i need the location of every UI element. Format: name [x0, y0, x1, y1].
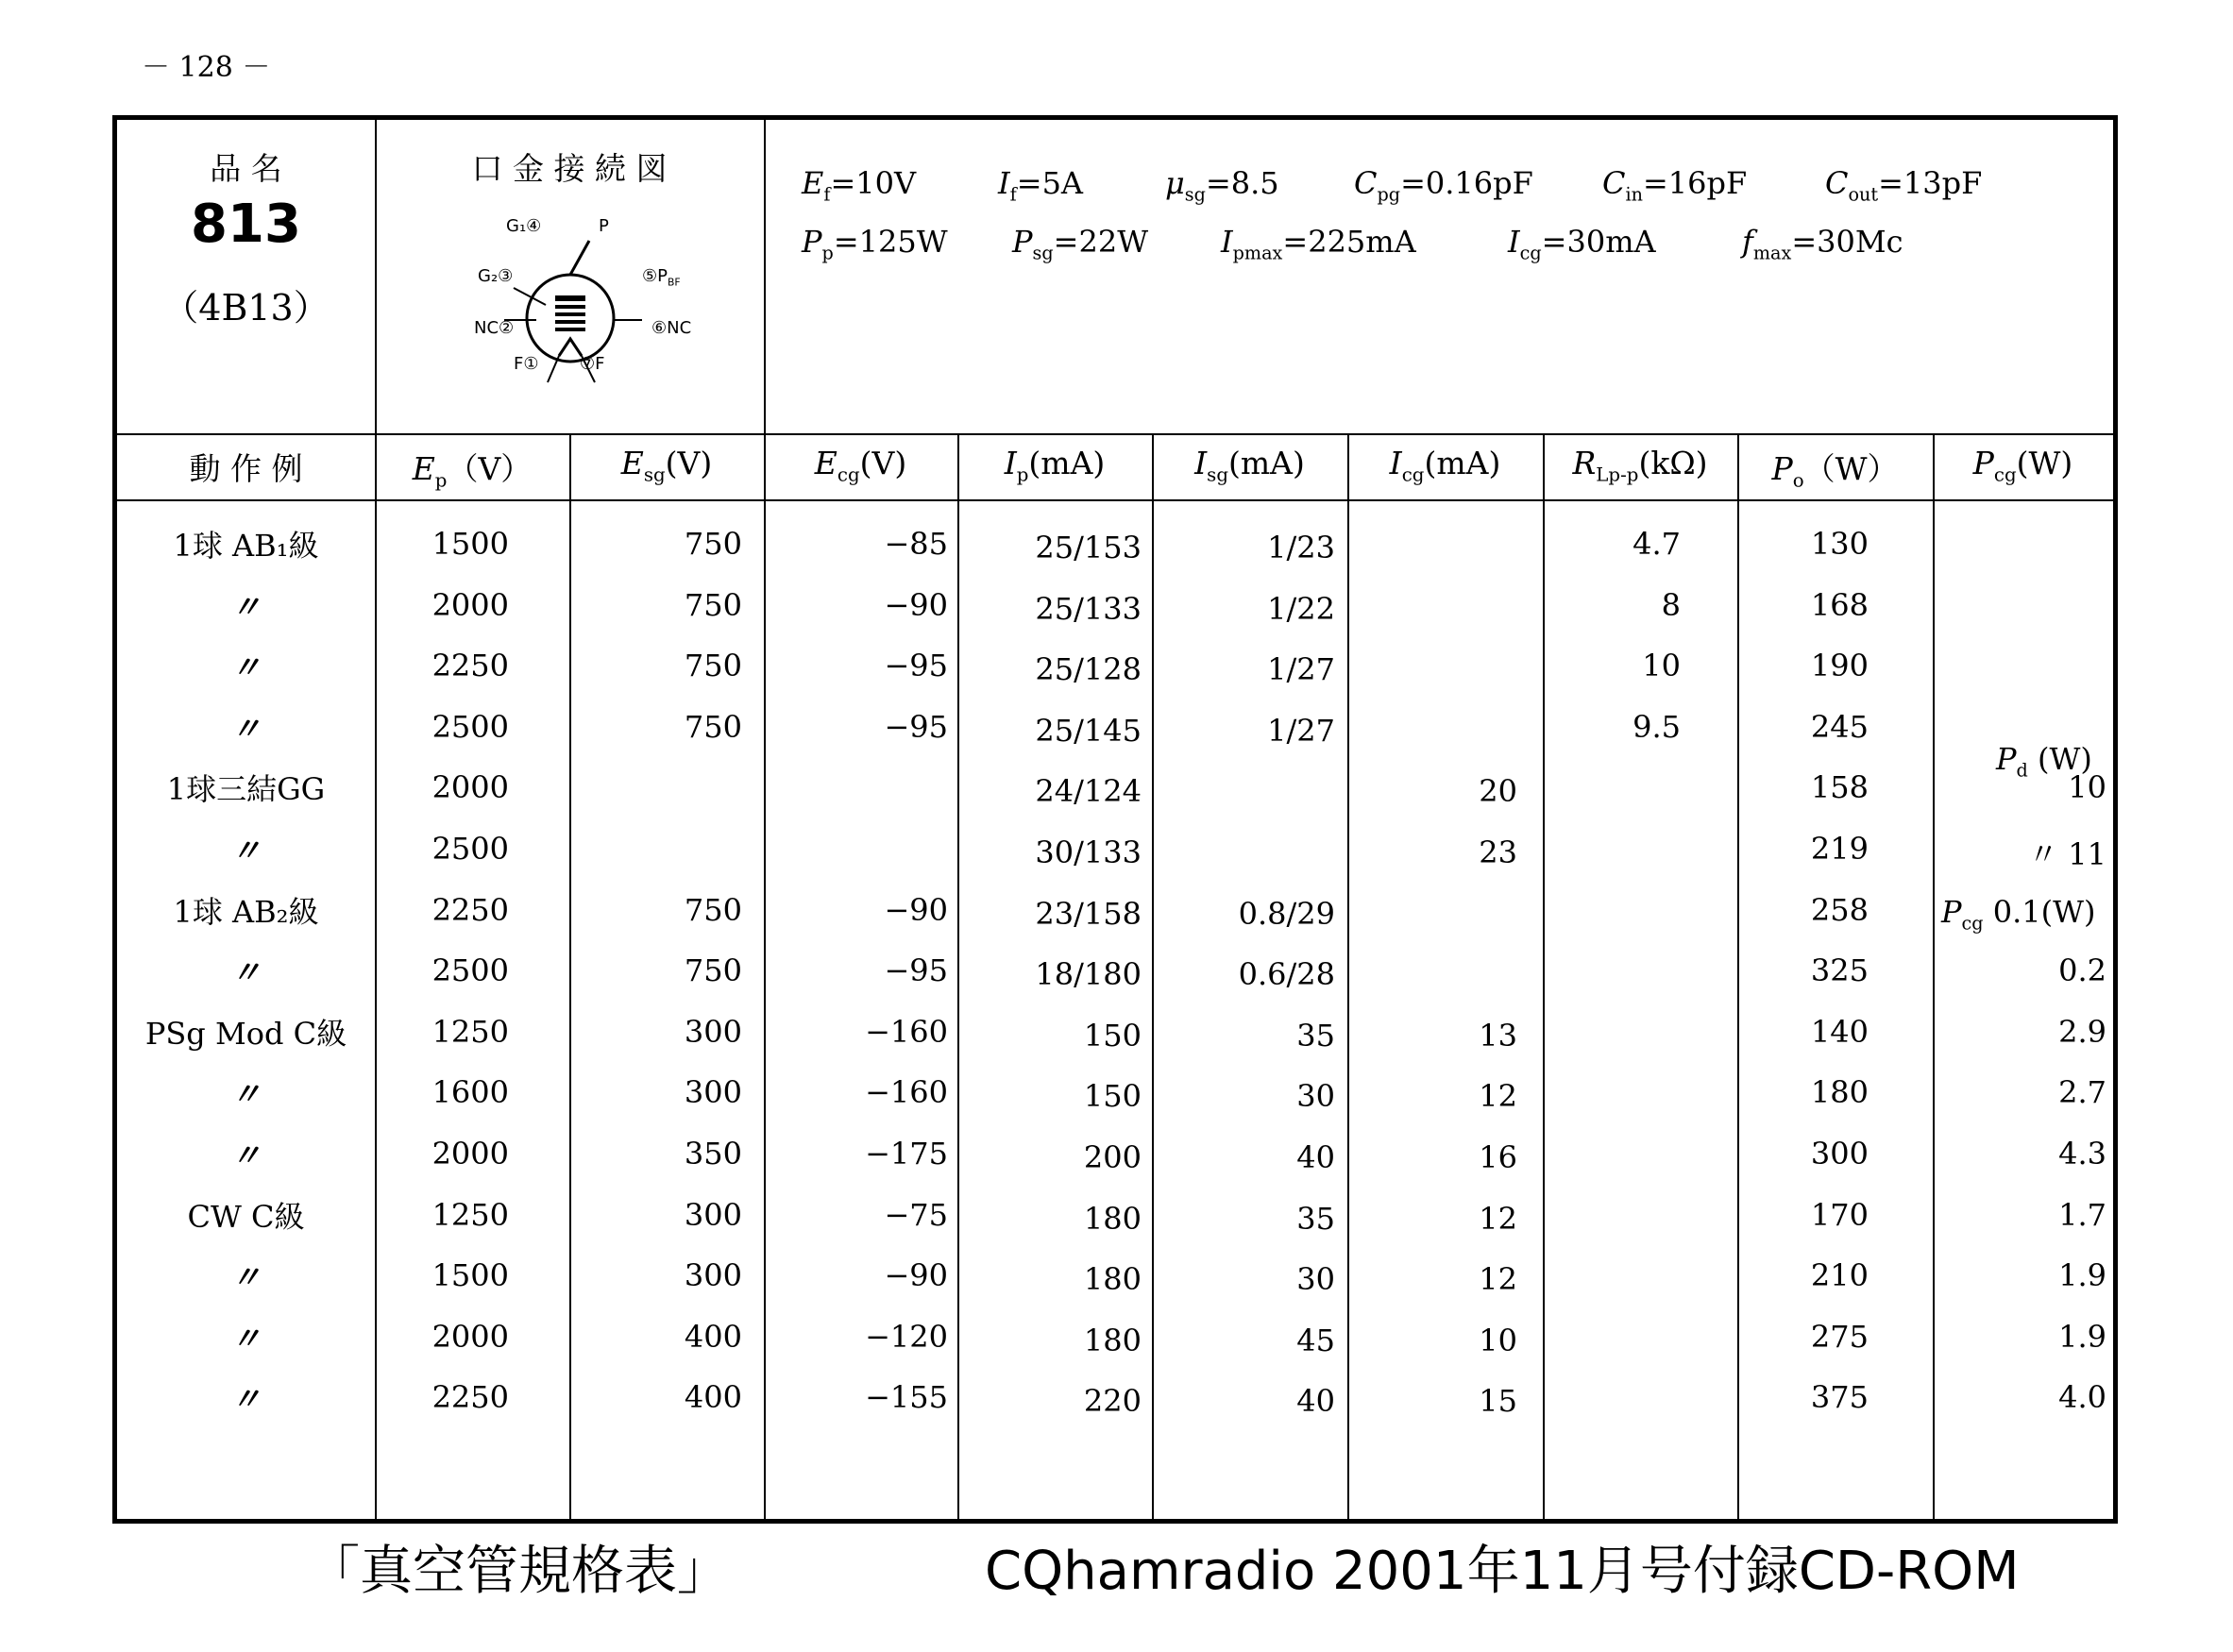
table-cell: 35 [1296, 1200, 1335, 1237]
table-cell: 0.6/28 [1238, 956, 1335, 993]
table-cell: 158 [1810, 769, 1869, 806]
table-cell: −90 [884, 891, 948, 928]
row-label: 1球 AB₁級 [173, 528, 319, 564]
table-cell: −160 [865, 1013, 948, 1050]
page-number: － 128 － [142, 51, 271, 84]
table-cell: 750 [684, 586, 742, 623]
table-cell: 400 [684, 1318, 742, 1355]
table-cell: 1500 [431, 1257, 509, 1294]
table-cell: 0.8/29 [1238, 895, 1335, 932]
pin-5-pbf [642, 266, 681, 289]
column-header-2: $E_{sg}(V)$ [620, 445, 713, 486]
row-label: 〃 [230, 588, 262, 625]
pd-note: $P_d$ (W) [1996, 741, 2092, 782]
table-cell: 168 [1810, 586, 1869, 623]
spec-table [112, 115, 2118, 1524]
rating-1: $I_f=5A$ [998, 165, 1084, 206]
table-cell: 20 [1479, 773, 1517, 810]
rating-0: $E_f=10V$ [802, 165, 917, 206]
rating-3: $C_{pg}=0.16pF$ [1354, 165, 1533, 206]
table-cell: 300 [684, 1257, 742, 1294]
table-cell: 1250 [431, 1196, 509, 1233]
table-cell: 180 [1083, 1322, 1142, 1358]
table-cell: 13 [1479, 1017, 1517, 1054]
pcg-note: $P_{cg}$ 0.1(W) [1941, 894, 2096, 935]
table-cell: 1600 [431, 1074, 509, 1111]
row-label: 〃 [230, 1259, 262, 1296]
pin-nc2: NC② [474, 318, 515, 338]
table-cell: 30/133 [1035, 834, 1142, 870]
table-cell: 400 [684, 1379, 742, 1416]
table-cell: 1250 [431, 1013, 509, 1050]
footer-right: CQhamradio 2001年11月号付録CD-ROM [985, 1541, 2020, 1602]
tube-alt-name: （4B13） [162, 287, 330, 329]
table-cell: 750 [684, 891, 742, 928]
rating2-0: $P_p=125W$ [802, 224, 948, 264]
table-cell: 1/27 [1267, 651, 1335, 688]
row-label: 〃 [230, 710, 262, 747]
table-cell: 1500 [431, 526, 509, 562]
table-cell: 30 [1296, 1078, 1335, 1115]
row-divider [117, 433, 2113, 435]
footer-left: 「真空管規格表」 [307, 1541, 730, 1602]
table-cell: 30 [1296, 1261, 1335, 1298]
table-cell: 10 [2068, 769, 2106, 806]
table-cell: 23/158 [1035, 895, 1142, 932]
rating2-1: $P_{sg}=22W$ [1012, 224, 1149, 264]
table-cell: 45 [1296, 1322, 1335, 1358]
table-cell: 170 [1810, 1196, 1869, 1233]
table-cell: 25/153 [1035, 530, 1142, 565]
table-cell: 0.2 [2058, 952, 2106, 989]
table-cell: −95 [884, 708, 948, 745]
table-cell: 180 [1083, 1200, 1142, 1237]
table-cell: 275 [1810, 1318, 1869, 1355]
row-label: 〃 [230, 1076, 262, 1113]
rating-4: $C_{in}=16pF$ [1602, 165, 1748, 206]
table-cell: 325 [1810, 952, 1869, 989]
table-cell: 9.5 [1632, 708, 1681, 745]
table-cell: −160 [865, 1074, 948, 1111]
table-cell: 2500 [431, 708, 509, 745]
row-label: 〃 [230, 833, 262, 868]
column-header-8: $P_o(W)$ [1771, 450, 1899, 492]
table-cell: 4.3 [2058, 1136, 2106, 1172]
table-cell: 25/145 [1035, 712, 1142, 749]
table-cell: 40 [1296, 1383, 1335, 1420]
column-header-6: $I_{cg}(mA)$ [1389, 445, 1501, 486]
table-cell: 40 [1296, 1139, 1335, 1175]
table-cell: 12 [1479, 1200, 1517, 1237]
table-cell: 2000 [431, 586, 509, 623]
pin-5-sub: BF [668, 276, 681, 289]
table-cell: 2500 [431, 831, 509, 867]
row-label: 〃 [230, 1381, 262, 1418]
table-cell: 〃 11 [2028, 836, 2106, 872]
table-cell: 4.7 [1632, 526, 1681, 562]
table-cell: 750 [684, 526, 742, 562]
table-cell: 245 [1810, 708, 1869, 745]
table-cell: 2.9 [2058, 1013, 2106, 1050]
table-cell: 2250 [431, 1379, 509, 1416]
pin-nc6: ⑥NC [651, 318, 692, 338]
table-cell: 25/128 [1035, 651, 1142, 688]
column-header-4: $I_p(mA)$ [1004, 445, 1106, 486]
row-label: 1球 AB₂級 [173, 893, 319, 930]
table-cell: 300 [684, 1196, 742, 1233]
column-header-5: $I_{sg}(mA)$ [1194, 445, 1305, 486]
rating2-4: $f_{max}=30Mc$ [1742, 224, 1903, 264]
table-cell: 220 [1083, 1383, 1142, 1420]
table-cell: 300 [684, 1013, 742, 1050]
table-cell: 23 [1479, 834, 1517, 870]
table-cell: 2250 [431, 891, 509, 928]
table-cell: 180 [1810, 1074, 1869, 1111]
rating2-2: $I_{pmax}=225mA$ [1221, 224, 1416, 264]
table-cell: −95 [884, 648, 948, 684]
table-cell: 219 [1810, 831, 1869, 867]
table-cell: 18/180 [1035, 956, 1142, 993]
table-cell: 200 [1083, 1139, 1142, 1175]
pin-g1: G₁④ [506, 216, 542, 236]
row-label: 1球三結GG [166, 771, 326, 808]
table-cell: 750 [684, 708, 742, 745]
table-cell: 190 [1810, 648, 1869, 684]
table-cell: 258 [1810, 891, 1869, 928]
row-label: 〃 [230, 649, 262, 686]
table-cell: 750 [684, 648, 742, 684]
pin-p: P [599, 216, 609, 236]
table-cell: 1.9 [2058, 1318, 2106, 1355]
table-cell: −75 [884, 1196, 948, 1233]
table-cell: 750 [684, 952, 742, 989]
col-divider [764, 120, 766, 1519]
table-cell: −90 [884, 1257, 948, 1294]
rating-5: $C_{out}=13pF$ [1825, 165, 1983, 206]
table-cell: 35 [1296, 1017, 1335, 1054]
table-cell: 210 [1810, 1257, 1869, 1294]
table-cell: 2.7 [2058, 1074, 2106, 1111]
column-header-7: $R_{Lp-p}(k\Omega)$ [1572, 445, 1708, 486]
table-cell: −175 [865, 1136, 948, 1172]
table-cell: −95 [884, 952, 948, 989]
table-cell: 24/124 [1035, 773, 1142, 810]
column-header-9: $P_{cg}(W)$ [1972, 445, 2073, 486]
column-header-0: 動 作 例 [189, 450, 303, 487]
table-cell: 8 [1661, 586, 1681, 623]
table-cell: 1/27 [1267, 712, 1335, 749]
table-cell: 2000 [431, 769, 509, 806]
table-cell: −90 [884, 586, 948, 623]
base-diagram-label: 口 金 接 続 図 [471, 150, 668, 187]
table-cell: 150 [1083, 1017, 1142, 1054]
table-cell: 375 [1810, 1379, 1869, 1416]
table-cell: −155 [865, 1379, 948, 1416]
table-cell: 1.7 [2058, 1196, 2106, 1233]
table-cell: 12 [1479, 1078, 1517, 1115]
table-cell: 1/22 [1267, 590, 1335, 627]
table-cell: 180 [1083, 1261, 1142, 1298]
table-cell: 130 [1810, 526, 1869, 562]
table-cell: 25/133 [1035, 590, 1142, 627]
row-label: CW C級 [187, 1198, 305, 1235]
table-cell: 4.0 [2058, 1379, 2106, 1416]
table-cell: 300 [1810, 1136, 1869, 1172]
table-cell: 140 [1810, 1013, 1869, 1050]
pin-5: ⑤P [642, 266, 668, 286]
table-cell: 150 [1083, 1078, 1142, 1115]
table-cell: 1/23 [1267, 530, 1335, 565]
rating-2: $\mu_{sg}=8.5$ [1165, 165, 1279, 206]
table-cell: 2500 [431, 952, 509, 989]
pin-f1: F① [514, 354, 539, 374]
table-cell: 10 [1642, 648, 1681, 684]
row-label: 〃 [230, 954, 262, 991]
table-cell: 1.9 [2058, 1257, 2106, 1294]
pin-f7: ⑦F [580, 354, 605, 374]
column-header-1: $E_p(V)$ [412, 450, 533, 492]
table-cell: −120 [865, 1318, 948, 1355]
table-cell: −85 [884, 526, 948, 562]
pin-g2: G₂③ [478, 266, 514, 286]
row-label: PSg Mod C級 [144, 1015, 347, 1052]
table-cell: 10 [1479, 1322, 1517, 1358]
table-cell: 15 [1479, 1383, 1517, 1420]
table-cell: 2250 [431, 648, 509, 684]
table-cell: 350 [684, 1136, 742, 1172]
table-cell: 12 [1479, 1261, 1517, 1298]
table-cell: 2000 [431, 1318, 509, 1355]
table-cell: 2000 [431, 1136, 509, 1172]
row-label: 〃 [230, 1138, 262, 1173]
row-label: 〃 [230, 1320, 262, 1357]
name-label: 品 名 [210, 150, 282, 187]
tube-name: 813 [191, 194, 301, 255]
rating2-3: $I_{cg}=30mA$ [1508, 224, 1656, 264]
table-cell: 16 [1479, 1139, 1517, 1175]
col-divider [375, 120, 377, 1519]
column-header-3: $E_{cg}(V)$ [814, 445, 907, 486]
table-cell: 300 [684, 1074, 742, 1111]
row-divider [117, 499, 2113, 501]
